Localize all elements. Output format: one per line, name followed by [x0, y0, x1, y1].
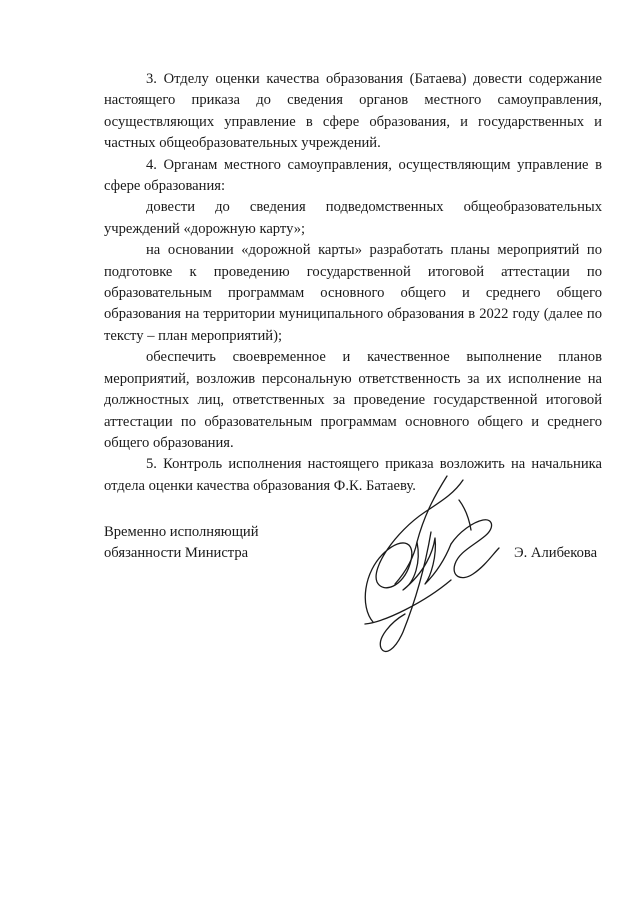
paragraph-item-3: 3. Отделу оценки качества образования (Батаева) довести содержание настоящего приказа до сведения органов местного самоуправления, осуществляющих управление в сфере образования, и государственных и частных общеобразовательных учреждений.: [104, 71, 602, 152]
signer-position-line1: Временно исполняющий: [104, 524, 259, 540]
signer-position: [104, 522, 259, 565]
signer-position-line2: обязанности Министра: [104, 545, 249, 562]
handwritten-signature: [355, 472, 515, 657]
paragraph-subitem-ensure-execution: обеспечить своевременное и качественное выполнение планов мероприятий, возложив персональную ответственность за их исполнение на должностных лиц, ответственных за проведение государственной итоговой аттестации по образовательным программам основного общего и среднего общего образования.: [104, 349, 602, 451]
order-body: [104, 69, 602, 497]
signer-name: Э. Алибекова: [514, 545, 598, 561]
paragraph-item-4: 4. Органам местного самоуправления, осуществляющим управление в сфере образования:: [104, 156, 602, 195]
paragraph-item-5: 5. Контроль исполнения настоящего приказа возложить на начальника отдела оценки качества образования Ф.К. Батаеву.: [104, 456, 602, 494]
paragraph-subitem-inform: довести до сведения подведомственных общеобразовательных учреждений «дорожную карту»;: [104, 199, 602, 237]
paragraph-subitem-develop-plans: на основании «дорожной карты» разработать планы мероприятий по подготовке к проведению государственной итоговой аттестации по образовательным программам основного общего и среднего общего образования на территории муниципального образования в 2022 году (далее по тексту – план мероприятий);: [104, 242, 602, 344]
